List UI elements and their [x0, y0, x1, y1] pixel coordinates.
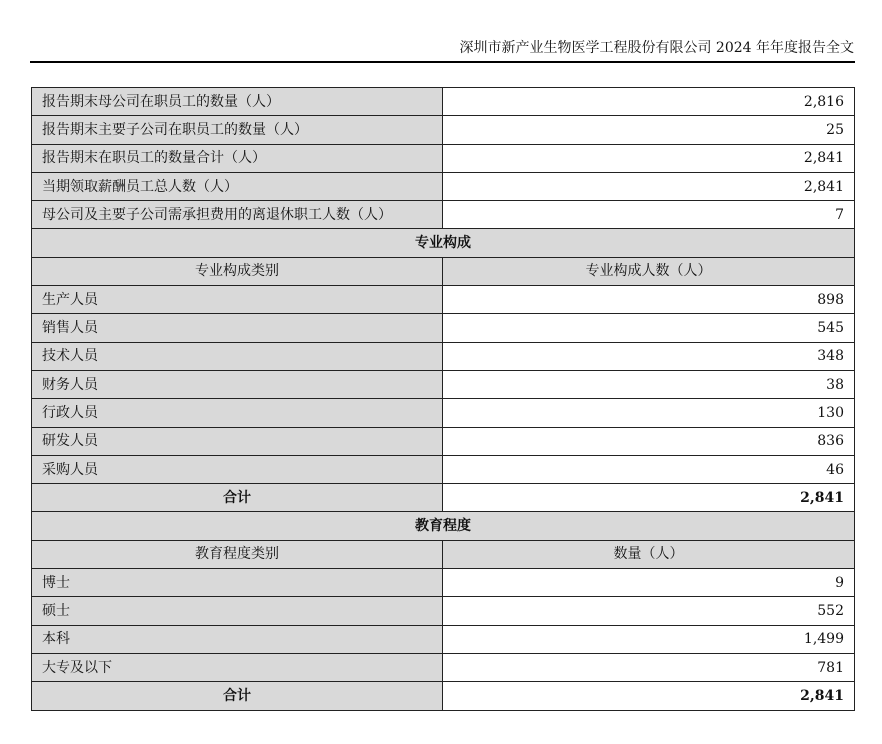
row-label: 行政人员 [32, 399, 443, 427]
document-header-title: 深圳市新产业生物医学工程股份有限公司 2024 年年度报告全文 [459, 40, 854, 56]
table-row [32, 455, 855, 483]
table-row [32, 116, 855, 144]
row-value: 1,499 [443, 625, 855, 653]
total-row [32, 682, 855, 710]
row-value: 9 [443, 569, 855, 597]
table-row [32, 342, 855, 370]
table-row [32, 399, 855, 427]
row-value: 2,841 [443, 172, 855, 200]
row-value: 552 [443, 597, 855, 625]
row-value: 836 [443, 427, 855, 455]
table-row [32, 201, 855, 229]
row-value: 38 [443, 370, 855, 398]
row-label: 大专及以下 [32, 653, 443, 681]
section-title-professional: 专业构成 [32, 229, 855, 257]
row-label: 采购人员 [32, 455, 443, 483]
row-label: 博士 [32, 569, 443, 597]
header-rule [30, 61, 855, 63]
column-header-row [32, 540, 855, 568]
table-row [32, 597, 855, 625]
table-row [32, 314, 855, 342]
total-value: 2,841 [443, 484, 855, 512]
row-value: 7 [443, 201, 855, 229]
total-row [32, 484, 855, 512]
row-value: 46 [443, 455, 855, 483]
row-value: 898 [443, 286, 855, 314]
row-label: 本科 [32, 625, 443, 653]
row-label: 生产人员 [32, 286, 443, 314]
table-row [32, 427, 855, 455]
table-row [32, 172, 855, 200]
employee-table [31, 87, 855, 711]
table-row [32, 144, 855, 172]
column-header-row [32, 257, 855, 285]
section-row [32, 512, 855, 540]
row-label: 财务人员 [32, 370, 443, 398]
table-row [32, 286, 855, 314]
section-title-education: 教育程度 [32, 512, 855, 540]
total-label: 合计 [32, 682, 443, 710]
row-value: 130 [443, 399, 855, 427]
table-row [32, 88, 855, 116]
column-header: 数量（人） [443, 540, 855, 568]
row-value: 781 [443, 653, 855, 681]
row-label: 报告期末在职员工的数量合计（人） [32, 144, 443, 172]
column-header: 专业构成人数（人） [443, 257, 855, 285]
table-row [32, 625, 855, 653]
section-row [32, 229, 855, 257]
row-label: 销售人员 [32, 314, 443, 342]
row-value: 25 [443, 116, 855, 144]
column-header: 教育程度类别 [32, 540, 443, 568]
row-label: 硕士 [32, 597, 443, 625]
row-label: 当期领取薪酬员工总人数（人） [32, 172, 443, 200]
total-value: 2,841 [443, 682, 855, 710]
row-label: 研发人员 [32, 427, 443, 455]
row-value: 2,816 [443, 88, 855, 116]
row-value: 545 [443, 314, 855, 342]
total-label: 合计 [32, 484, 443, 512]
row-label: 报告期末主要子公司在职员工的数量（人） [32, 116, 443, 144]
row-label: 技术人员 [32, 342, 443, 370]
row-value: 2,841 [443, 144, 855, 172]
table-row [32, 370, 855, 398]
column-header: 专业构成类别 [32, 257, 443, 285]
table-row [32, 653, 855, 681]
table-row [32, 569, 855, 597]
row-label: 报告期末母公司在职员工的数量（人） [32, 88, 443, 116]
row-value: 348 [443, 342, 855, 370]
row-label: 母公司及主要子公司需承担费用的离退休职工人数（人） [32, 201, 443, 229]
